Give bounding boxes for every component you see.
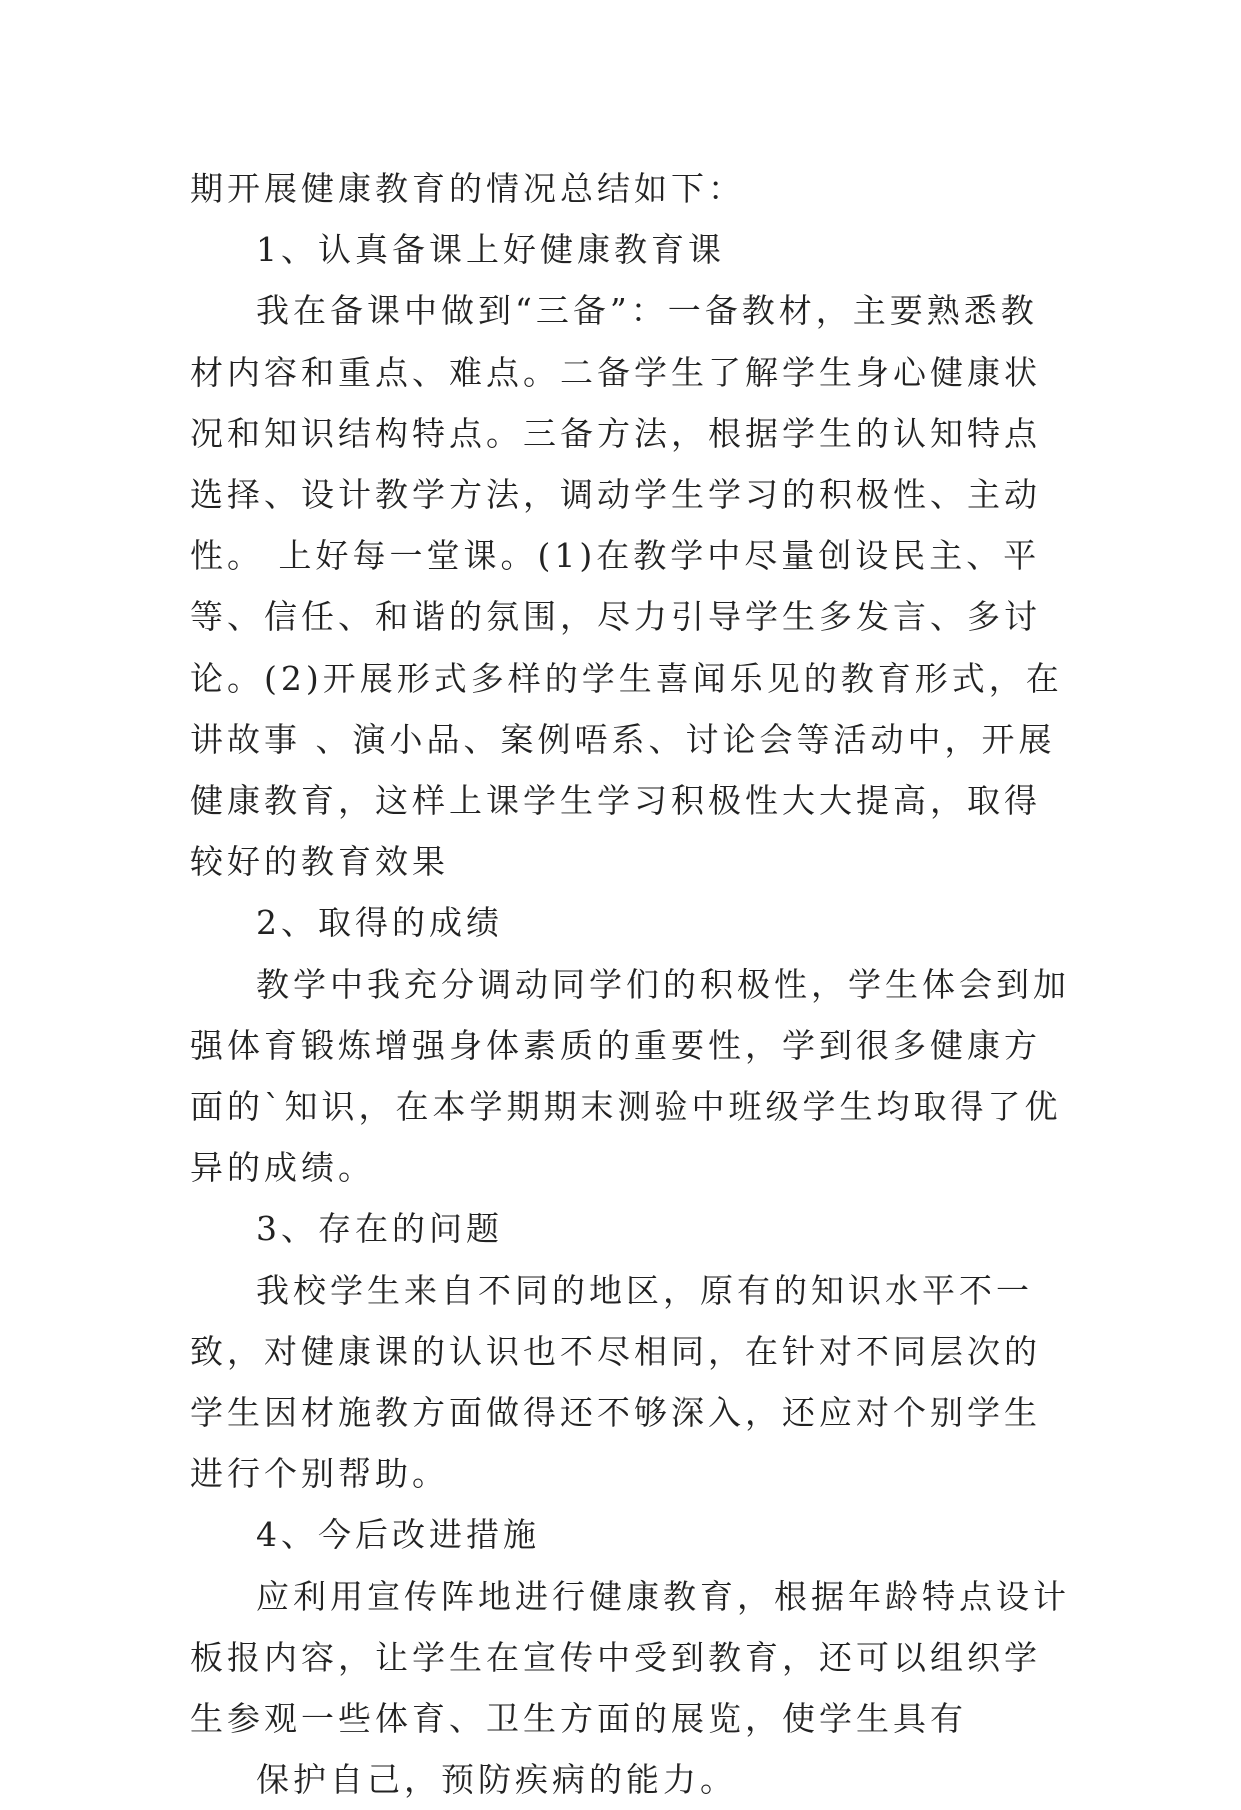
section-heading-2: 2、取得的成绩 (256, 903, 503, 943)
section-heading-3: 3、存在的问题 (256, 1209, 503, 1249)
document-body (190, 158, 1070, 1810)
intro-line: 期开展健康教育的情况总结如下： (190, 169, 745, 208)
section-4-paragraph-1: 应利用宣传阵地进行健康教育，根据年龄特点设计板报内容，让学生在宣传中受到教育，还可以组织学生参观一些体育、卫生方面的展览，使学生具有 (190, 1576, 1070, 1739)
section-heading-1: 1、认真备课上好健康教育课 (256, 230, 725, 270)
section-1-paragraph-1: 我在备课中做到“三备”：一备教材，主要熟悉教材内容和重点、难点。二备学生了解学生身心健康状况和知识结构特点。三备方法，根据学生的认知特点选择、设计教学方法，调动学生学习的积极性、主动性。 上好每一堂课。(1)在教学中尽量创设民主、平等、信任、和谐的氛围，尽力引导学生多发言、多讨论。(2)开展形式多样的学生喜闻乐见的教育形式，在讲故事 、演小品、案例唔系、讨论会等活动中，开展健康教育，这样上课学生学习积极性大大提高，取得较好的教育效果 (190, 291, 1063, 882)
section-4-paragraph-2: 保护自己，预防疾病的能力。 (256, 1760, 737, 1800)
section-heading-4: 4、今后改进措施 (256, 1515, 540, 1555)
section-3-paragraph-1: 我校学生来自不同的地区，原有的知识水平不一致，对健康课的认识也不尽相同，在针对不同层次的学生因材施教方面做得还不够深入，还应对个别学生进行个别帮助。 (190, 1270, 1041, 1494)
section-2-paragraph-1: 教学中我充分调动同学们的积极性，学生体会到加强体育锻炼增强身体素质的重要性，学到很多健康方面的`知识，在本学期期末测验中班级学生均取得了优异的成绩。 (190, 964, 1070, 1188)
